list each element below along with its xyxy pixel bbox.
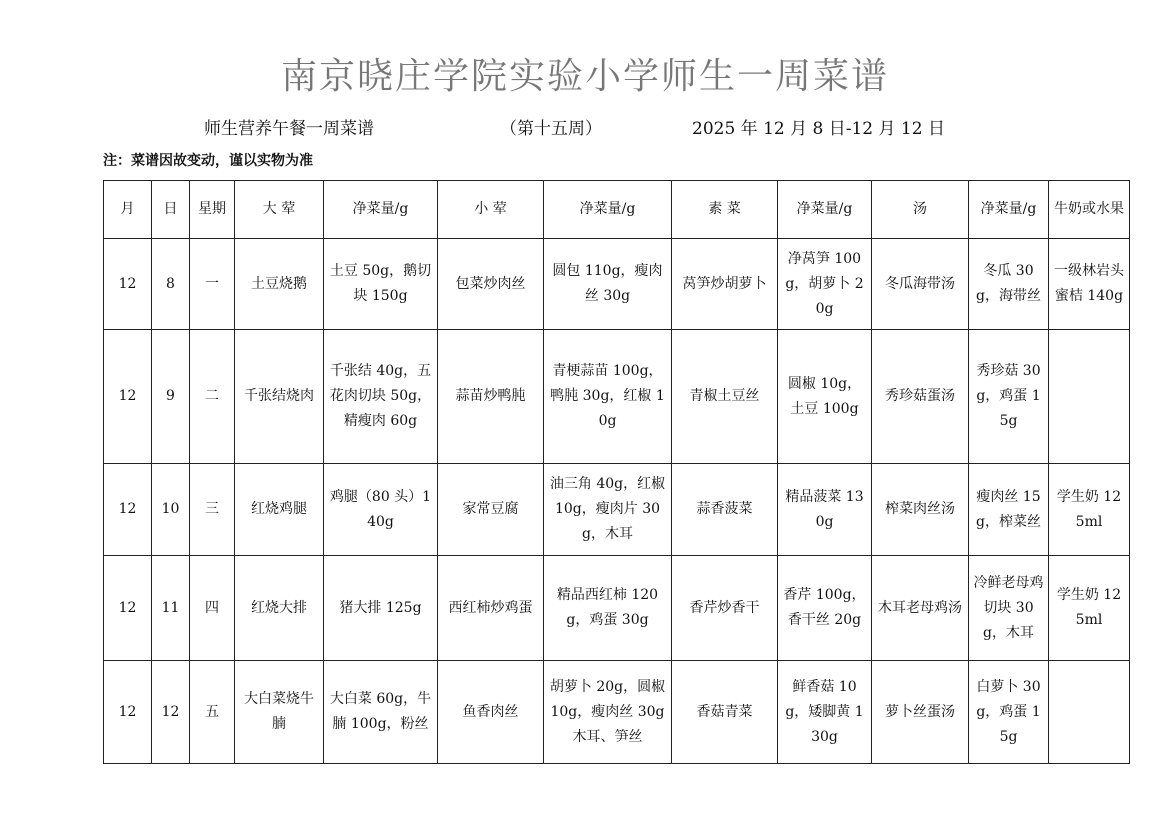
main-meat-cell: 红烧鸡腿	[235, 464, 324, 556]
side-meat-amount-cell: 青梗蒜苗 100g，鸭肫 30g，红椒 10g	[544, 330, 672, 464]
milk-fruit-cell: 学生奶 125ml	[1049, 556, 1130, 661]
page-title: 南京晓庄学院实验小学师生一周菜谱	[280, 56, 889, 97]
month-cell: 12	[104, 239, 152, 330]
soup-cell: 木耳老母鸡汤	[872, 556, 969, 661]
menu-note: 注：菜谱因故变动，谨以实物为准	[103, 153, 313, 169]
side-meat-amount-cell: 油三角 40g，红椒 10g，瘦肉片 30g，木耳	[544, 464, 672, 556]
soup-cell: 萝卜丝蛋汤	[872, 661, 969, 764]
vegetable-cell: 莴笋炒胡萝卜	[672, 239, 778, 330]
header-cell: 净菜量/g	[324, 181, 438, 239]
header-cell: 小 荤	[438, 181, 544, 239]
soup-cell: 秀珍菇蛋汤	[872, 330, 969, 464]
vegetable-cell: 蒜香菠菜	[672, 464, 778, 556]
milk-fruit-cell	[1049, 661, 1130, 764]
menu-name: 师生营养午餐一周菜谱	[204, 119, 374, 139]
month-cell: 12	[104, 556, 152, 661]
soup-amount-cell: 白萝卜 30g，鸡蛋 15g	[969, 661, 1049, 764]
side-meat-amount-cell: 精品西红柿 120g，鸡蛋 30g	[544, 556, 672, 661]
main-meat-amount-cell: 猪大排 125g	[324, 556, 438, 661]
main-meat-cell: 土豆烧鹅	[235, 239, 324, 330]
vegetable-amount-cell: 精品菠菜 130g	[778, 464, 872, 556]
date-range: 2025 年 12 月 8 日-12 月 12 日	[692, 119, 945, 139]
vegetable-cell: 香菇青菜	[672, 661, 778, 764]
milk-fruit-cell: 学生奶 125ml	[1049, 464, 1130, 556]
day-cell: 9	[152, 330, 190, 464]
vegetable-amount-cell: 香芹 100g，香干丝 20g	[778, 556, 872, 661]
soup-amount-cell: 瘦肉丝 15g，榨菜丝	[969, 464, 1049, 556]
day-cell: 8	[152, 239, 190, 330]
main-meat-amount-cell: 鸡腿（80 头）140g	[324, 464, 438, 556]
soup-cell: 冬瓜海带汤	[872, 239, 969, 330]
weekday-cell: 五	[190, 661, 235, 764]
main-meat-amount-cell: 千张结 40g，五花肉切块 50g，精瘦肉 60g	[324, 330, 438, 464]
milk-fruit-cell	[1049, 330, 1130, 464]
main-meat-cell: 红烧大排	[235, 556, 324, 661]
header-cell: 星期	[190, 181, 235, 239]
header-cell: 日	[152, 181, 190, 239]
side-meat-amount-cell: 胡萝卜 20g，圆椒 10g，瘦肉丝 30g 木耳、笋丝	[544, 661, 672, 764]
vegetable-amount-cell: 净莴笋 100g，胡萝卜 20g	[778, 239, 872, 330]
header-cell: 净菜量/g	[778, 181, 872, 239]
main-meat-cell: 大白菜烧牛腩	[235, 661, 324, 764]
header-cell: 月	[104, 181, 152, 239]
header-cell: 素 菜	[672, 181, 778, 239]
table-row	[104, 556, 1130, 661]
main-meat-amount-cell: 土豆 50g，鹅切块 150g	[324, 239, 438, 330]
vegetable-cell: 青椒土豆丝	[672, 330, 778, 464]
weekday-cell: 二	[190, 330, 235, 464]
main-meat-amount-cell: 大白菜 60g，牛腩 100g，粉丝	[324, 661, 438, 764]
day-cell: 12	[152, 661, 190, 764]
month-cell: 12	[104, 661, 152, 764]
weekday-cell: 一	[190, 239, 235, 330]
month-cell: 12	[104, 464, 152, 556]
side-meat-cell: 家常豆腐	[438, 464, 544, 556]
week-number: （第十五周）	[500, 119, 602, 139]
soup-cell: 榨菜肉丝汤	[872, 464, 969, 556]
soup-amount-cell: 秀珍菇 30g，鸡蛋 15g	[969, 330, 1049, 464]
table-row	[104, 330, 1130, 464]
table-row	[104, 464, 1130, 556]
milk-fruit-cell: 一级林岩头蜜桔 140g	[1049, 239, 1130, 330]
header-row	[104, 181, 1130, 239]
day-cell: 11	[152, 556, 190, 661]
header-cell: 净菜量/g	[969, 181, 1049, 239]
vegetable-amount-cell: 圆椒 10g，土豆 100g	[778, 330, 872, 464]
day-cell: 10	[152, 464, 190, 556]
header-cell: 汤	[872, 181, 969, 239]
soup-amount-cell: 冬瓜 30g，海带丝	[969, 239, 1049, 330]
side-meat-cell: 鱼香肉丝	[438, 661, 544, 764]
side-meat-amount-cell: 圆包 110g，瘦肉丝 30g	[544, 239, 672, 330]
vegetable-amount-cell: 鲜香菇 10g，矮脚黄 130g	[778, 661, 872, 764]
weekday-cell: 三	[190, 464, 235, 556]
menu-table	[103, 180, 1130, 764]
main-meat-cell: 千张结烧肉	[235, 330, 324, 464]
month-cell: 12	[104, 330, 152, 464]
header-cell: 大 荤	[235, 181, 324, 239]
header-cell: 牛奶或水果	[1049, 181, 1130, 239]
table-row	[104, 661, 1130, 764]
table-row	[104, 239, 1130, 330]
soup-amount-cell: 冷鲜老母鸡切块 30g，木耳	[969, 556, 1049, 661]
weekday-cell: 四	[190, 556, 235, 661]
side-meat-cell: 蒜苗炒鸭肫	[438, 330, 544, 464]
header-cell: 净菜量/g	[544, 181, 672, 239]
vegetable-cell: 香芹炒香干	[672, 556, 778, 661]
side-meat-cell: 西红柿炒鸡蛋	[438, 556, 544, 661]
side-meat-cell: 包菜炒肉丝	[438, 239, 544, 330]
